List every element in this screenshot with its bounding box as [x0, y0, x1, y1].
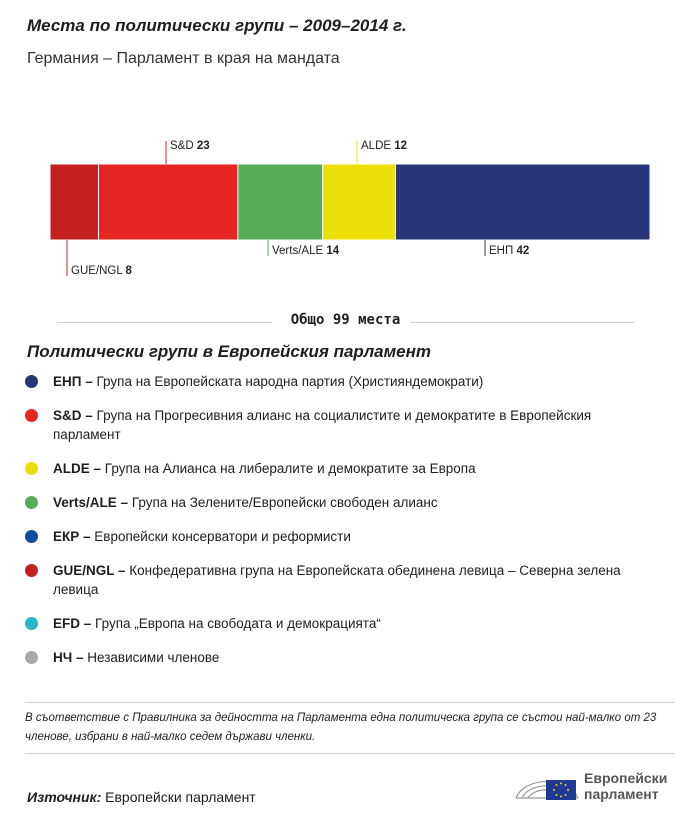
segment-label — [489, 245, 529, 257]
legend-dot-icon — [25, 617, 38, 630]
legend-desc: Група на Прогресивния алианс на социалистите и демократите в Европейския парламент — [53, 408, 592, 442]
chart-subtitle: Германия – Парламент в края на мандата — [27, 50, 340, 67]
note-divider-top — [25, 702, 675, 703]
legend-dot-icon — [25, 496, 38, 509]
legend-abbr: S&D – — [53, 408, 93, 423]
total-seats-label: Общо 99 места — [281, 312, 411, 328]
bar-segment-s-d — [98, 164, 237, 240]
legend-desc: Група на Зелените/Европейски свободен алианс — [131, 495, 438, 510]
legend-item — [25, 406, 655, 444]
footnote: В съответствие с Правилника за дейността на Парламента една политическа група се състои най-малко от 23 членове, избрани в най-малко седем държави членки. — [25, 712, 657, 743]
legend-abbr: ALDE – — [53, 461, 102, 476]
bar-segment-енп — [395, 164, 650, 240]
legend-desc: Независими членове — [87, 650, 220, 665]
segment-label — [361, 140, 407, 152]
total-seats-row — [57, 310, 634, 334]
legend-dot-icon — [25, 530, 38, 543]
legend-dot-icon — [25, 564, 38, 577]
bar-segment-alde — [323, 164, 396, 240]
legend-abbr: Verts/ALE – — [53, 495, 129, 510]
source-label: Източник: — [27, 789, 102, 805]
segment-label-name: GUE/NGL — [71, 265, 126, 277]
segment-label-value: 14 — [326, 245, 340, 257]
logo-line-1: Европейски — [584, 770, 668, 786]
segment-label-name: ЕНП — [489, 245, 517, 257]
source-value: Европейски парламент — [105, 789, 256, 805]
legend — [25, 372, 655, 667]
segment-label-value: 12 — [394, 140, 408, 152]
legend-abbr: EFD – — [53, 616, 92, 631]
legend-abbr: ЕНП – — [53, 374, 93, 389]
note-divider-bottom — [25, 753, 675, 754]
segment-label-value: 23 — [196, 140, 210, 152]
legend-item — [25, 561, 655, 599]
segment-label-name: S&D — [170, 140, 197, 152]
segment-label — [272, 245, 340, 257]
segment-label-name: ALDE — [361, 140, 395, 152]
logo-line-2: парламент — [584, 786, 659, 802]
legend-desc: Група на Алианса на либералите и демократите за Европа — [104, 461, 476, 476]
legend-item — [25, 372, 655, 391]
segment-label-value: 42 — [516, 245, 530, 257]
segment-label — [71, 265, 133, 277]
legend-abbr: GUE/NGL – — [53, 563, 126, 578]
logo-text — [584, 770, 667, 802]
chart-title: Места по политически групи – 2009–2014 г. — [27, 16, 407, 35]
source-line — [27, 789, 256, 805]
legend-item — [25, 493, 655, 512]
legend-dot-icon — [25, 409, 38, 422]
bar-segment-gue-ngl — [50, 164, 98, 240]
segment-label — [170, 140, 210, 152]
legend-desc: Група „Европа на свободата и демокрацията“ — [95, 616, 381, 631]
legend-desc: Конфедеративна група на Европейската обединена левица – Северна зелена левица — [53, 563, 621, 597]
legend-dot-icon — [25, 462, 38, 475]
legend-dot-icon — [25, 651, 38, 664]
legend-item — [25, 459, 655, 478]
segment-label-name: Verts/ALE — [272, 245, 327, 257]
legend-title: Политически групи в Европейския парламент — [27, 342, 432, 361]
legend-desc: Група на Европейската народна партия (Християндемократи) — [96, 374, 484, 389]
legend-item — [25, 648, 655, 667]
legend-item — [25, 527, 655, 546]
legend-abbr: НЧ – — [53, 650, 84, 665]
legend-dot-icon — [25, 375, 38, 388]
bar-segment-verts-ale — [238, 164, 323, 240]
stacked-bar-chart — [0, 130, 700, 290]
legend-item — [25, 614, 655, 633]
legend-desc: Европейски консерватори и реформисти — [94, 529, 351, 544]
legend-abbr: ЕКР – — [53, 529, 91, 544]
segment-label-value: 8 — [125, 265, 132, 277]
